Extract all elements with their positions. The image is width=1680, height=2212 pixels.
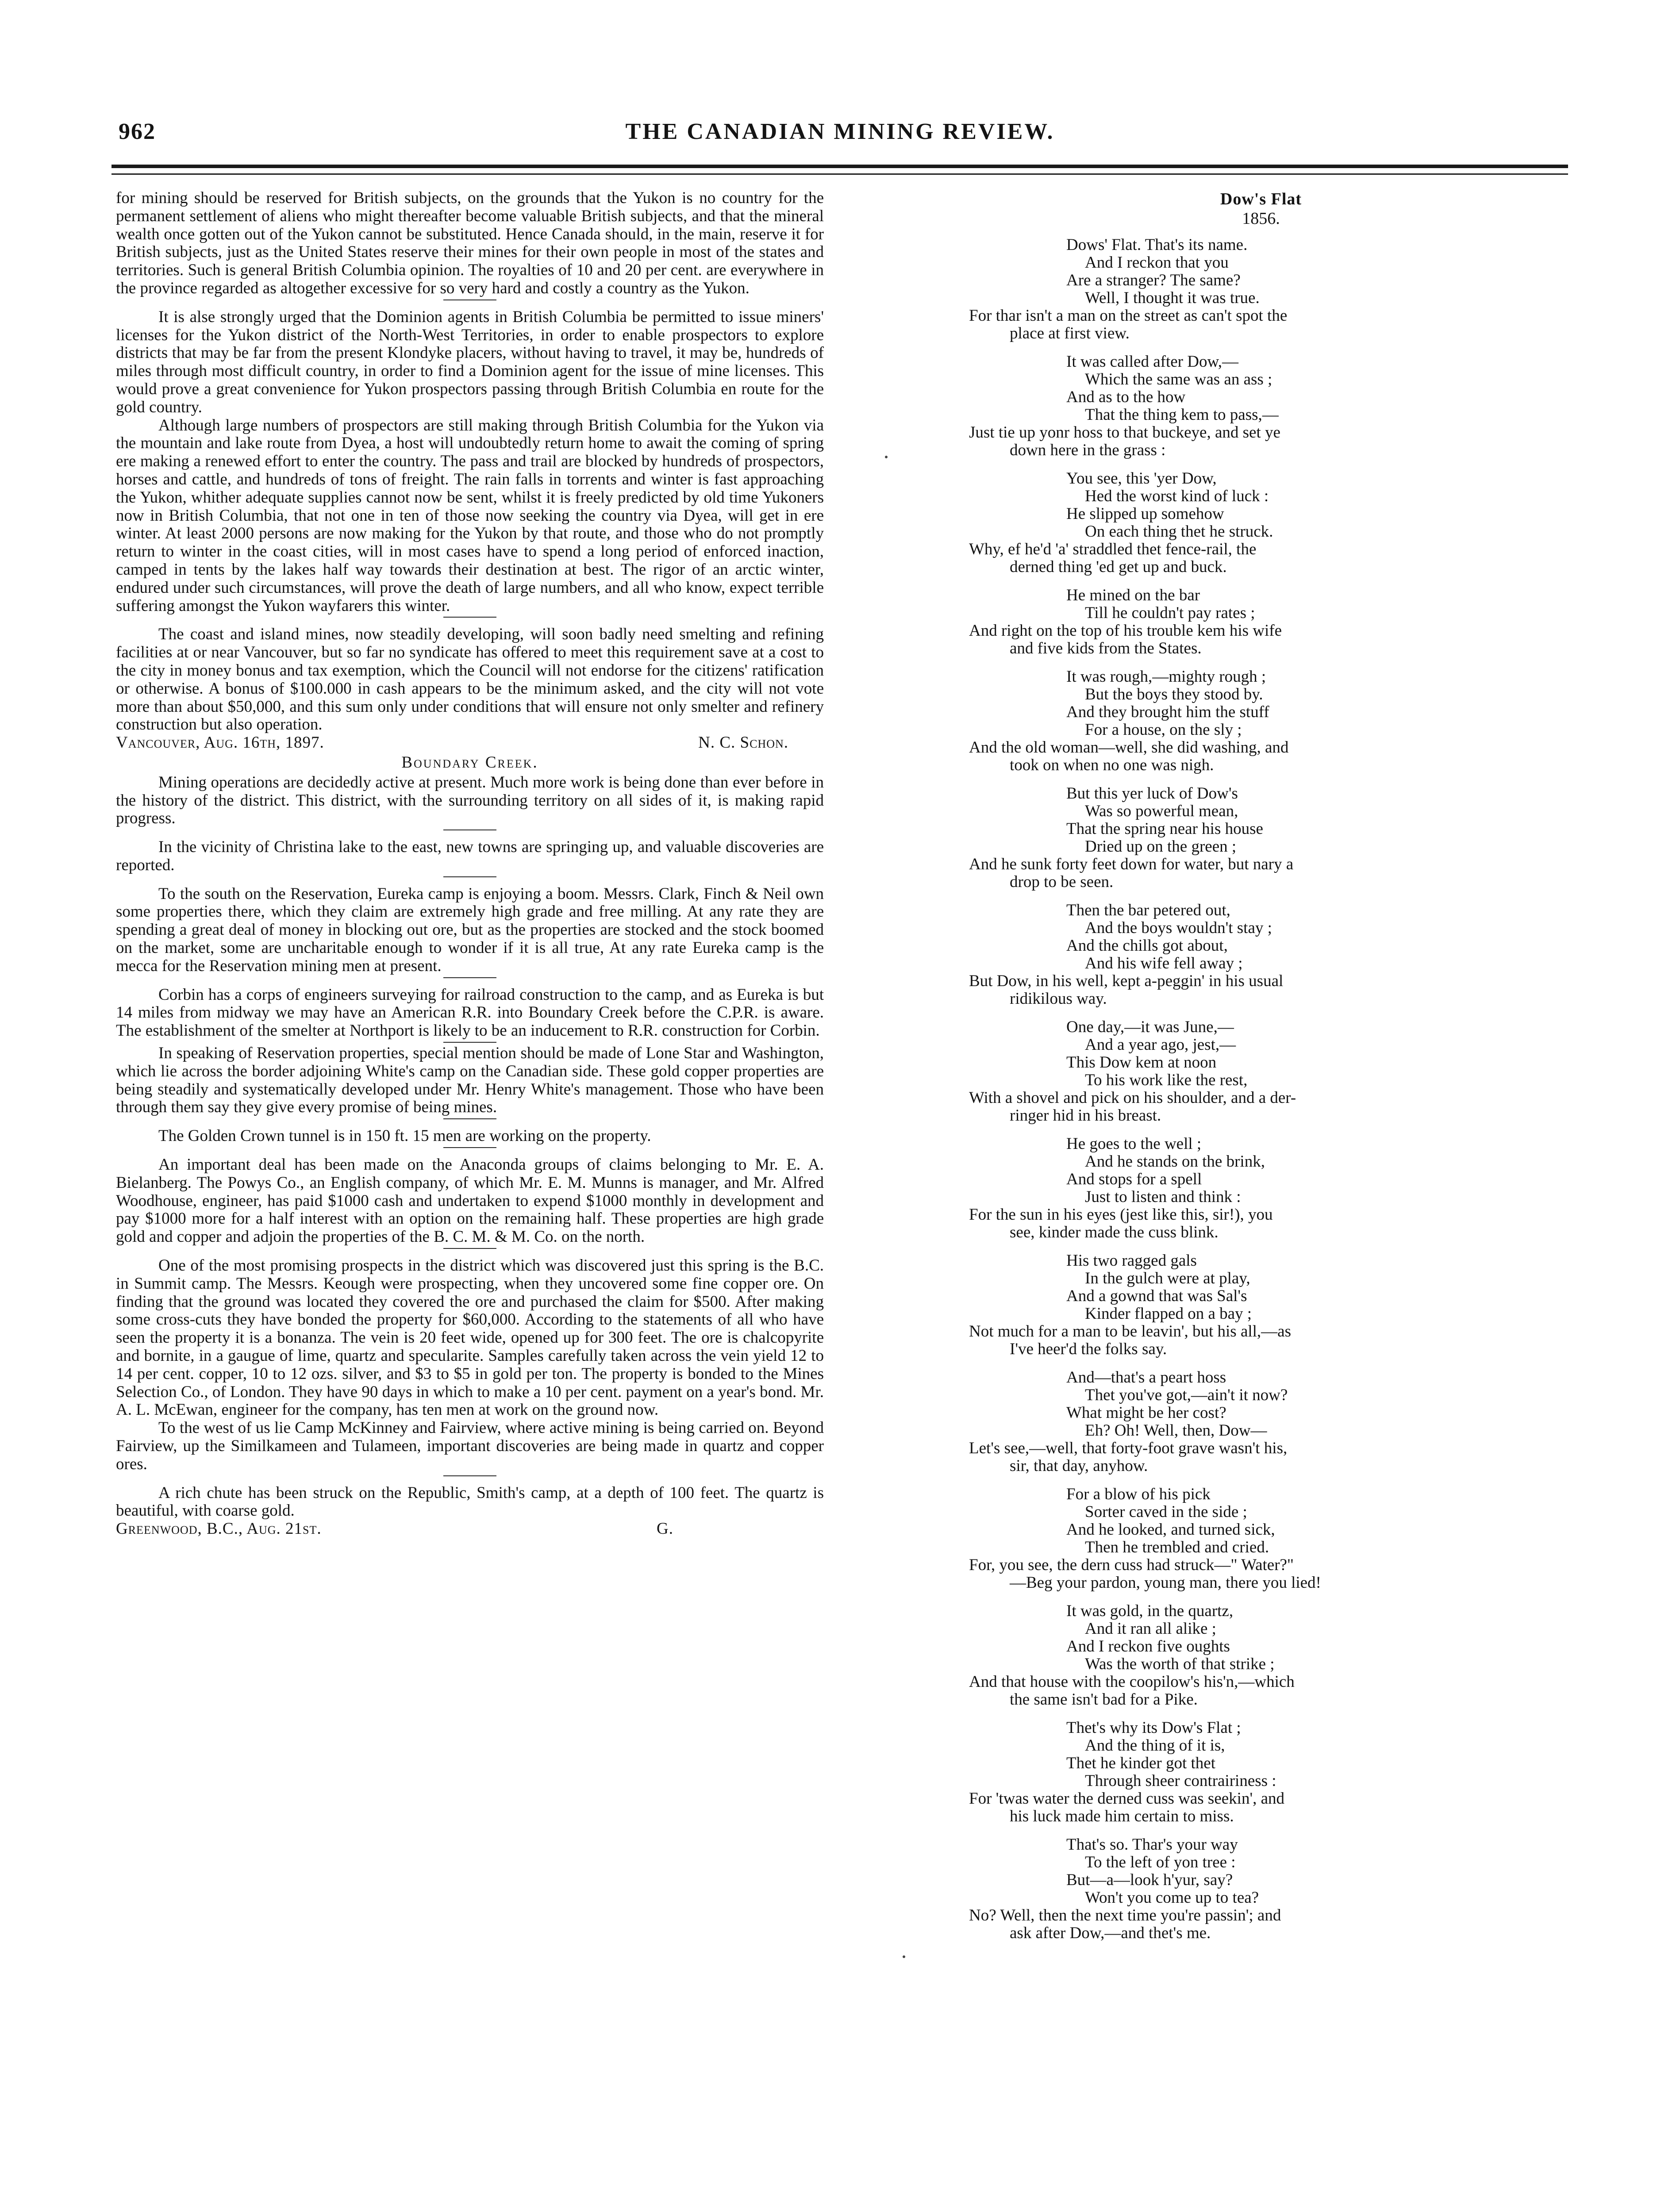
poem-line: Let's see,—well, that forty-foot grave wasn't his, [969,1439,1288,1457]
poem-line: You see, this 'yer Dow, [1066,469,1217,488]
poem-line: And stops for a spell [1066,1170,1202,1188]
poem-line: And that house with the coopilow's his'n,—which [969,1673,1295,1691]
poem-line: And a gownd that was Sal's [1066,1287,1247,1305]
poem-line: And I reckon that you [1085,253,1229,272]
article-paragraph: for mining should be reserved for British subjects, on the grounds that the Yukon is no country for the permanent settlement of aliens who might thereafter become valuable British subjects, and that the mineral wealth once gotten out of the Yukon cannot be substituted. Hence Canada should, in the main, reserve it for British subjects, just as the United States reserve their mines for their own people in most of the states and territories. Such is general British Columbia opinion. The royalties of 10 and 20 per cent. are everywhere in the province regarded as altogether excessive for so very hard and costly a country as the Yukon. [116,189,824,297]
poem-line: And the chills got about, [1066,937,1228,955]
poem-line: see, kinder made the cuss blink. [1010,1223,1219,1241]
poem-body [969,236,1553,1942]
poem-stanza [969,902,1553,1008]
section-separator [443,876,496,877]
poem-year: 1856. [1242,209,1280,228]
poem-line: Well, I thought it was true. [1085,289,1260,307]
poem-line: derned thing 'ed get up and buck. [1010,558,1227,576]
signature-line [116,1520,824,1538]
poem-line: On each thing thet he struck. [1085,522,1273,541]
poem-stanza [969,1836,1553,1942]
poem-title: Dow's Flat [1220,190,1302,208]
poem-line: And they brought him the stuff [1066,703,1269,721]
poem-line: For, you see, the dern cuss had struck—" Water?" [969,1556,1294,1574]
header-rule-thin [111,173,1568,175]
poem-line: With a shovel and pick on his shoulder, and a der- [969,1089,1296,1107]
poem-line: Thet you've got,—ain't it now? [1085,1386,1288,1404]
left-column [116,189,824,1538]
article-paragraph: The Golden Crown tunnel is in 150 ft. 15 men are working on the property. [158,1127,651,1145]
poem-line: Hed the worst kind of luck : [1085,487,1269,505]
poem-line: And—that's a peart hoss [1066,1368,1226,1386]
poem-line: ringer hid in his breast. [1010,1106,1161,1125]
article-paragraph: One of the most promising prospects in the district which was discovered just this spring is the B.C. in Summit camp. The Messrs. Keough were prospecting, when they uncovered some fine copper ore. On finding that the ground was located they covered the ore and purchased the claim for $500. After making some cross-cuts they have bonded the property for $60,000. According to the statements of all who have seen the property it is a bonanza. The vein is 20 feet wide, opened up for 300 feet. The ore is chalcopyrite and bornite, in a gaugue of lime, quartz and specularite. Samples carefully taken across the vein yield 12 to 14 per cent. copper, 10 to 12 ozs. silver, and $3 to $5 in gold per ton. The property is bonded to the Mines Selection Co., of London. They have 90 days in which to make a 10 per cent. payment on a year's bond. Mr. A. L. McEwan, engineer for the company, has ten men at work on the ground now. [116,1256,824,1419]
poem-line: Just to listen and think : [1085,1188,1241,1206]
poem-line: But Dow, in his well, kept a-peggin' in his usual [969,972,1284,990]
poem-line: And the boys wouldn't stay ; [1085,919,1272,937]
poem-line: To his work like the rest, [1085,1071,1248,1089]
poem-line: He slipped up somehow [1066,505,1224,523]
dateline: Greenwood, B.C., Aug. 21st. [116,1520,322,1538]
poem-line: Which the same was an ass ; [1085,370,1272,388]
journal-title: THE CANADIAN MINING REVIEW. [625,119,1055,144]
poem-line: ridikilous way. [1010,990,1107,1008]
poem-stanza [969,1252,1553,1358]
poem-line: But this yer luck of Dow's [1066,784,1238,803]
poem-line: Was so powerful mean, [1085,802,1238,820]
poem-line: What might be her cost? [1066,1404,1226,1422]
poem-line: For the sun in his eyes (jest like this, sir!), you [969,1206,1273,1224]
article-paragraph: It is alse strongly urged that the Dominion agents in British Columbia be permitted to issue miners' licenses for the Yukon district of the North-West Territories, in order to enable prospectors to explore districts that may be far from the present Klondyke placers, without having to travel, it may be, hundreds of miles through most difficult country, in order to find a Dominion agent for the issue of mine licenses. This would prove a great convenience for Yukon prospectors passing through British Columbia en route for the gold country. [116,307,824,416]
poem-line: Not much for a man to be leavin', but his all,—as [969,1322,1292,1340]
poem-line: It was called after Dow,— [1066,353,1239,371]
poem-line: Eh? Oh! Well, then, Dow— [1085,1421,1267,1440]
article-paragraph: Corbin has a corps of engineers surveying for railroad construction to the camp, and as Eureka is but 14 miles from midway we may have an American R.R. into Boundary Creek before the C.P.R. is aware. The establishment of the smelter at Northport is likely to be an inducement to R.R. construction for Corbin. [116,985,824,1040]
poem-line: Dried up on the green ; [1085,837,1237,856]
poem-line: He mined on the bar [1066,586,1200,604]
poem-line: And he sunk forty feet down for water, but nary a [969,855,1294,873]
poem-line: He goes to the well ; [1066,1135,1202,1153]
article-paragraph: An important deal has been made on the Anaconda groups of claims belonging to Mr. E. A. Bielanberg. The Powys Co., an English company, of which Mr. E. M. Munns is manager, and Mr. Alfred Woodhouse, engineer, has paid $1000 cash and undertaken to expend $1000 monthly in development and pay $1000 more for a half interest with an option on the remaining half. These properties are high grade gold and copper and adjoin the properties of the B. C. M. & M. Co. on the north. [116,1156,824,1246]
poem-line: the same isn't bad for a Pike. [1010,1690,1198,1709]
poem-line: Kinder flapped on a bay ; [1085,1305,1252,1323]
poem-line: But—a—look h'yur, say? [1066,1871,1233,1889]
poem-line: That the spring near his house [1066,820,1263,838]
poem-line: And he looked, and turned sick, [1066,1521,1275,1539]
poem-line: ask after Dow,—and thet's me. [1010,1924,1211,1942]
poem-line: It was rough,—mighty rough ; [1066,668,1266,686]
author-name: G. [657,1520,673,1538]
poem-line: Just tie up yonr hoss to that buckeye, and set ye [969,423,1280,442]
article-paragraph: Mining operations are decidedly active at present. Much more work is being done than ever before in the history of the district. This district, with the surrounding territory on all sides of it, is making rapid progress. [116,773,824,828]
poem-stanza [969,668,1553,774]
section-separator [443,1118,496,1119]
poem-stanza [969,1369,1553,1475]
poem-stanza [969,1602,1553,1709]
article-paragraph: To the west of us lie Camp McKinney and Fairview, where active mining is being carried on. Beyond Fairview, up the Similkameen and Tulameen, important discoveries are being made in quartz and copper ores. [116,1419,824,1473]
poem-line: Was the worth of that strike ; [1085,1655,1275,1673]
poem-line: Are a stranger? The same? [1066,271,1241,289]
poem-line: down here in the grass : [1010,441,1166,459]
signature-line [116,734,824,752]
article-paragraph: Although large numbers of prospectors are still making through British Columbia for the Yukon via the mountain and lake route from Dyea, a host will undoubtedly return home to await the coming of spring ere making a renewed effort to enter the country. The pass and trail are blocked by hundreds of prospectors, horses and cattle, and hundreds of tons of freight. The rain falls in torrents and winter is fast approaching the Yukon, whither adequate supplies cannot now be sent, whilst it is freely predicted by old time Yukoners now in British Columbia, that not one in ten of those now seeking the country via Dyea, will get in ere winter. At least 2000 persons are now making for the Yukon by that route, and those who do not promptly return to winter in the coast cities, will in most cases have to spend a long period of enforced inaction, camped in tents by the lakes half way towards their destination at best. The rigor of an arctic winter, endured under such circumstances, will prove the death of large numbers, and all who know, expect terrible suffering amongst the Yukon wayfarers this winter. [116,416,824,615]
article-paragraph: In speaking of Reservation properties, special mention should be made of Lone Star and Washington, which lie across the border adjoining White's camp on the Canadian side. These gold copper properties are being steadily and systematically developed under Mr. Henry White's management. Those who have been through them say they give every promise of being mines. [116,1044,824,1117]
poem-stanza [969,785,1553,891]
poem-line: That's so. Thar's your way [1066,1836,1238,1854]
scan-mark [885,456,888,458]
poem-line: Won't you come up to tea? [1085,1889,1259,1907]
section-separator [443,977,496,978]
poem-stanza [969,1486,1553,1592]
section-separator [443,617,496,618]
page-header [0,119,1680,158]
section-separator [443,1475,496,1476]
page-number: 962 [119,119,156,144]
poem-line: His two ragged gals [1066,1252,1197,1270]
poem-line: But the boys they stood by. [1085,685,1263,703]
poem-line: Dows' Flat. That's its name. [1066,236,1248,254]
poem-stanza [969,587,1553,657]
author-name: N. C. Schon. [698,733,788,752]
poem-line: This Dow kem at noon [1066,1053,1217,1071]
poem-line: And a year ago, jest,— [1085,1036,1236,1054]
poem-line: and five kids from the States. [1010,639,1202,657]
poem-line: To the left of yon tree : [1085,1853,1236,1871]
poem-stanza [969,353,1553,459]
poem-line: Then the bar petered out, [1066,901,1230,919]
poem-line: And I reckon five oughts [1066,1637,1230,1655]
header-rule-thick [111,165,1568,168]
poem-line: In the gulch were at play, [1085,1269,1250,1287]
poem-line: And it ran all alike ; [1085,1620,1216,1638]
poem-line: And right on the top of his trouble kem his wife [969,622,1282,640]
scan-mark [903,1955,905,1958]
poem-line: For a house, on the sly ; [1085,721,1242,739]
poem-line: I've heer'd the folks say. [1010,1340,1167,1358]
section-separator [443,1042,496,1043]
dateline: Vancouver, Aug. 16th, 1897. [116,733,324,752]
poem-line: Through sheer contrairiness : [1085,1772,1276,1790]
poem-line: Till he couldn't pay rates ; [1085,604,1255,622]
poem-stanza [969,470,1553,576]
poem-line: Sorter caved in the side ; [1085,1503,1247,1521]
poem-line: For thar isn't a man on the street as can't spot the [969,307,1288,325]
poem-line: No? Well, then the next time you're passin'; and [969,1906,1281,1924]
poem-line: Then he trembled and cried. [1085,1538,1269,1556]
poem-line: It was gold, in the quartz, [1066,1602,1234,1620]
poem-stanza [969,1135,1553,1241]
poem-line: And the thing of it is, [1085,1736,1225,1755]
right-column [969,189,1553,1953]
article-paragraph: A rich chute has been struck on the Republic, Smith's camp, at a depth of 100 feet. The quartz is beautiful, with coarse gold. [116,1483,824,1520]
poem-line: For a blow of his pick [1066,1485,1211,1503]
article-paragraph: To the south on the Reservation, Eureka camp is enjoying a boom. Messrs. Clark, Finch & Neil own some properties there, which they claim are extremely high grade and free milling. At any rate they are spending a great deal of money in blocking out ore, but as the properties are stocked and the stock boomed on the market, some are uncharitable enough to wonder if it is all true, At any rate Eureka camp is the mecca for the Reservation mining men at present. [116,884,824,975]
poem-line: took on when no one was nigh. [1010,756,1214,774]
poem-line: One day,—it was June,— [1066,1018,1234,1036]
poem-line: For 'twas water the derned cuss was seekin', and [969,1790,1285,1808]
section-separator [443,1248,496,1249]
poem-line: That the thing kem to pass,— [1085,406,1279,424]
poem-line: And the old woman—well, she did washing, and [969,738,1289,757]
section-separator [443,1147,496,1148]
poem-stanza [969,1719,1553,1825]
poem-line: drop to be seen. [1010,873,1114,891]
poem-line: Thet's why its Dow's Flat ; [1066,1719,1241,1737]
poem-line: place at first view. [1010,324,1130,342]
poem-line: And his wife fell away ; [1085,954,1243,972]
poem-stanza [969,236,1553,342]
article-paragraph: In the vicinity of Christina lake to the east, new towns are springing up, and valuable discoveries are reported. [116,838,824,874]
poem-line: his luck made him certain to miss. [1010,1807,1234,1825]
poem-line: —Beg your pardon, young man, there you lied! [1010,1574,1321,1592]
article-paragraph: The coast and island mines, now steadily developing, will soon badly need smelting and refining facilities at or near Vancouver, but so far no syndicate has offered to meet this requirement save at a cost to the city in money bonus and tax exemption, which the Council will not endorse for the citizens' ratification or otherwise. A bonus of $100.000 in cash appears to be the minimum asked, and the city will not vote more than about $50,000, and this sum only under conditions that will ensure not only smelter and refinery construction but also operation. [116,625,824,734]
poem-line: sir, that day, anyhow. [1010,1457,1148,1475]
section-heading: Boundary Creek. [401,753,538,772]
poem-stanza [969,1018,1553,1125]
poem-line: And as to the how [1066,388,1186,406]
poem-line: Why, ef he'd 'a' straddled thet fence-rail, the [969,540,1257,558]
poem-line: And he stands on the brink, [1085,1152,1265,1171]
poem-line: Thet he kinder got thet [1066,1754,1216,1772]
